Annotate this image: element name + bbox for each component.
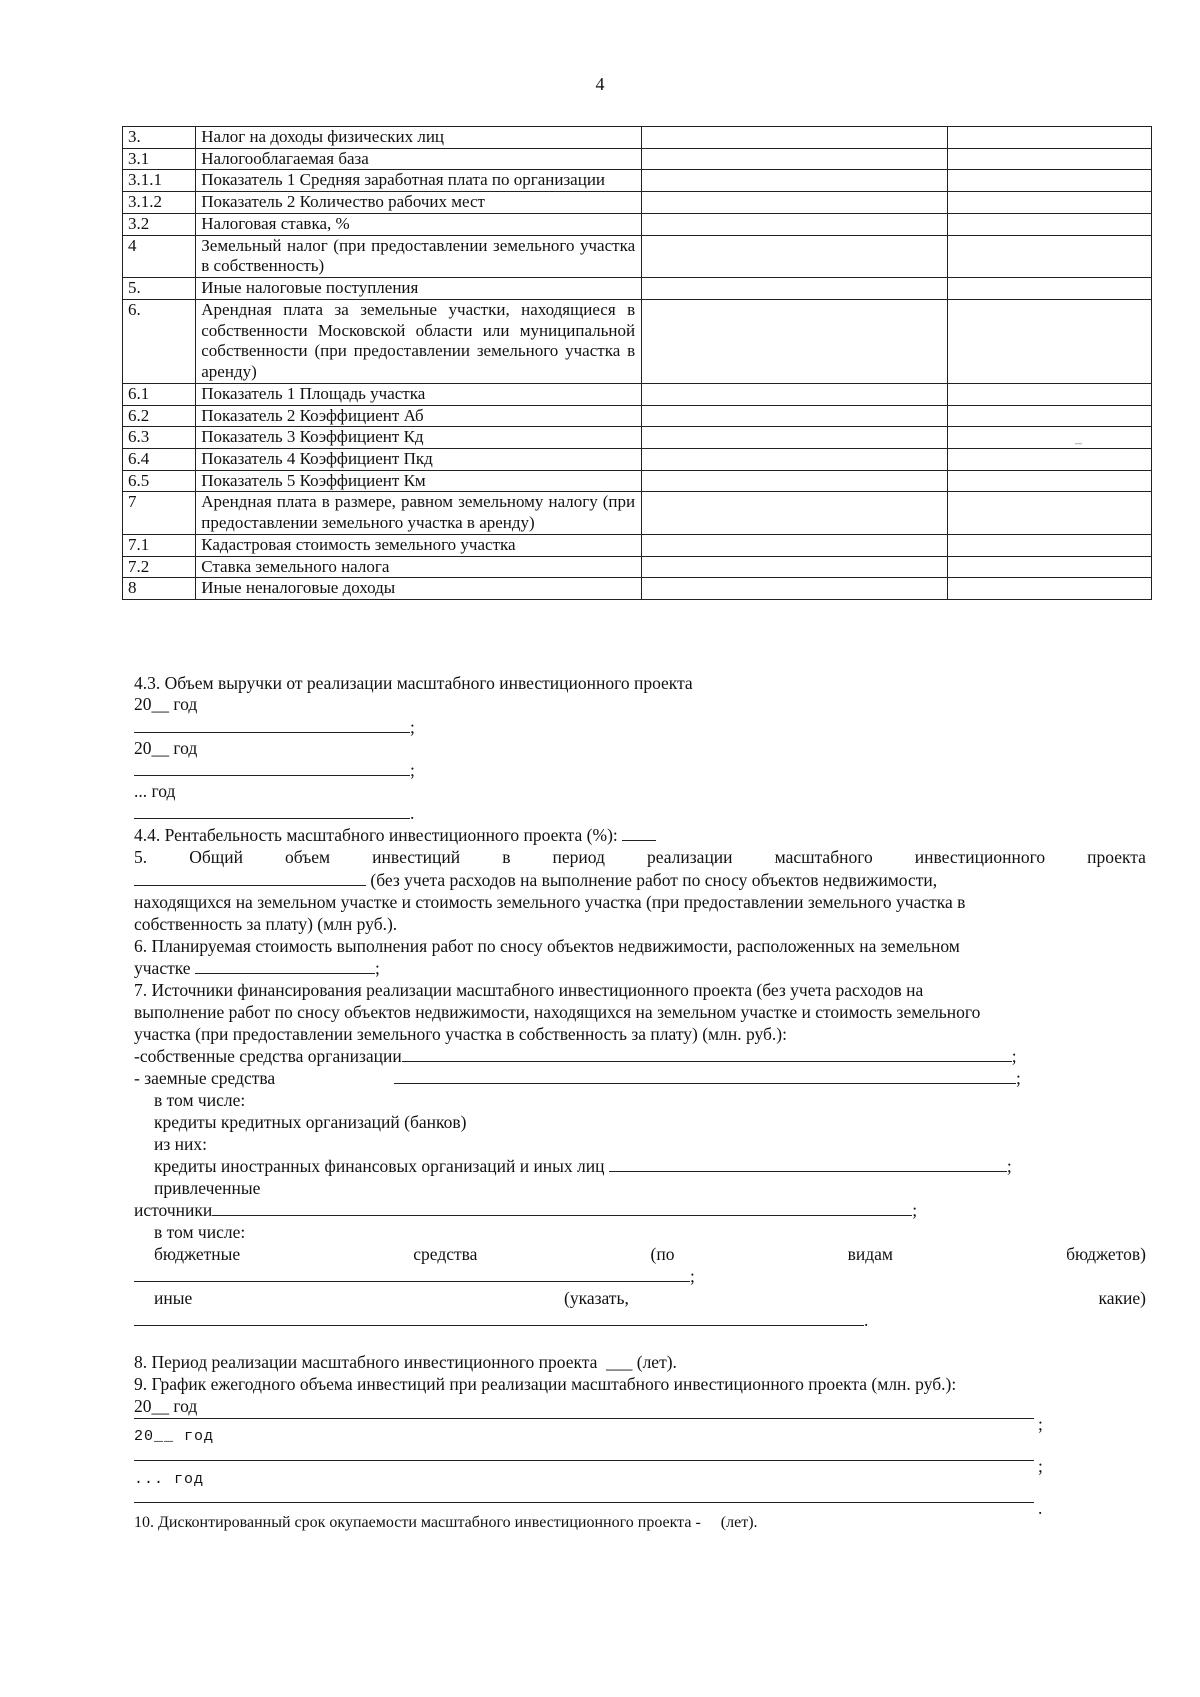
section-5-word: Общий [189, 847, 243, 867]
other-word: какие) [1098, 1288, 1146, 1308]
table-row [123, 383, 1152, 405]
section-10: 10. Дисконтированный срок окупаемости масштабного инвестиционного проекта - (лет). [134, 1514, 758, 1531]
other-word: (указать, [564, 1288, 629, 1308]
row-number: 6.3 [123, 427, 196, 449]
row-name: Показатель 2 Коэффициент Аб [196, 405, 642, 427]
value-cell-1[interactable] [642, 427, 948, 449]
section-5-word: проекта [1087, 847, 1146, 867]
budget-word: средства [413, 1244, 478, 1264]
row-name: Показатель 2 Количество рабочих мест [196, 192, 642, 214]
other-word: иные [154, 1288, 193, 1308]
section-4-3-year-3-field[interactable]: . [134, 802, 414, 825]
section-9-year-3: ... год [134, 1471, 205, 1488]
budget-word: видам [847, 1244, 893, 1264]
row-number: 3. [123, 127, 196, 149]
section-4-3-year-1-field[interactable]: ; [134, 716, 415, 739]
value-cell-2[interactable] [947, 127, 1151, 149]
section-9-year-2-semicolon: ; [1038, 1456, 1043, 1476]
table-row [123, 449, 1152, 471]
foreign-credits-row: кредиты иностранных финансовых организаций и иных лиц ; [154, 1156, 1012, 1176]
row-name: Показатель 1 Средняя заработная плата по организации [196, 170, 642, 192]
section-9-year-1-field[interactable] [134, 1418, 1034, 1419]
of-them-label: из них: [154, 1134, 207, 1154]
bank-credits-label: кредиты кредитных организаций (банков) [154, 1112, 467, 1132]
row-number: 3.1 [123, 148, 196, 170]
row-name: Ставка земельного налога [196, 556, 642, 578]
section-6-line-2: участке ; [134, 958, 380, 978]
row-name: Налогооблагаемая база [196, 148, 642, 170]
value-cell-1[interactable] [642, 470, 948, 492]
value-cell-1[interactable] [642, 534, 948, 556]
value-cell-2[interactable] [947, 578, 1151, 600]
value-cell-1[interactable] [642, 235, 948, 277]
page-number: 4 [595, 74, 605, 94]
section-5-word: реализации [647, 847, 733, 867]
section-4-3-year-2: 20__ год [134, 738, 198, 758]
table-row [123, 427, 1152, 449]
row-name: Показатель 5 Коэффициент Км [196, 470, 642, 492]
table-row [123, 556, 1152, 578]
value-cell-1[interactable] [642, 278, 948, 300]
section-5-line-4: собственность за плату) (млн руб.). [134, 914, 398, 934]
value-cell-1[interactable] [642, 556, 948, 578]
value-cell-2[interactable] [947, 170, 1151, 192]
section-4-3-year-1: 20__ год [134, 694, 198, 714]
row-name: Показатель 1 Площадь участка [196, 383, 642, 405]
section-5-word: инвестиций [372, 847, 461, 867]
row-number: 5. [123, 278, 196, 300]
borrowed-field[interactable] [394, 1067, 1016, 1084]
section-9-year-2: 20__ год [134, 1428, 215, 1445]
own-funds-field[interactable] [402, 1045, 1012, 1062]
budget-funds-row [154, 1243, 1146, 1266]
value-cell-1[interactable] [642, 192, 948, 214]
row-name: Налоговая ставка, % [196, 213, 642, 235]
row-number: 3.2 [123, 213, 196, 235]
section-9-year-1-semicolon: ; [1038, 1414, 1043, 1434]
section-9-year-2-field[interactable] [134, 1460, 1034, 1461]
section-5-word: масштабного [774, 847, 873, 867]
value-cell-2[interactable] [947, 148, 1151, 170]
value-cell-2[interactable] [947, 383, 1151, 405]
budget-word: (по [650, 1244, 675, 1264]
period-years-field[interactable]: ___ [606, 1352, 633, 1372]
table-row [123, 278, 1152, 300]
value-cell-1[interactable] [642, 383, 948, 405]
attracted-label: привлеченные [154, 1178, 261, 1198]
borrowed-row: - заемные средства [134, 1068, 276, 1088]
row-number: 6. [123, 299, 196, 383]
demolition-cost-field[interactable] [195, 957, 375, 974]
section-9: 9. График ежегодного объема инвестиций при реализации масштабного инвестиционного проекта (млн. руб.): [134, 1374, 957, 1394]
section-9-year-3-period: . [1038, 1498, 1043, 1518]
section-6-line-1: 6. Планируемая стоимость выполнения работ по сносу объектов недвижимости, расположенных на земельном [134, 936, 960, 956]
row-name: Арендная плата в размере, равном земельному налогу (при предоставлении земельного участка в аренду) [196, 492, 642, 534]
row-number: 3.1.1 [123, 170, 196, 192]
value-cell-2[interactable] [947, 449, 1151, 471]
section-5-line-2: (без учета расходов на выполнение работ по сносу объектов недвижимости, [134, 869, 1146, 892]
borrowed-field-wrap: ; [394, 1067, 1021, 1090]
value-cell-1[interactable] [642, 148, 948, 170]
section-9-year-3-field[interactable] [134, 1502, 1034, 1503]
value-cell-1[interactable] [642, 492, 948, 534]
row-name: Показатель 4 Коэффициент Пкд [196, 449, 642, 471]
row-number: 4 [123, 235, 196, 277]
row-name: Иные неналоговые доходы [196, 578, 642, 600]
table-row [123, 213, 1152, 235]
budget-funds-field[interactable] [134, 1265, 690, 1282]
table-row [123, 127, 1152, 149]
budget-funds-field-row: ; [134, 1265, 695, 1288]
row-number: 6.2 [123, 405, 196, 427]
section-8: 8. Период реализации масштабного инвестиционного проекта ___ (лет). [134, 1352, 677, 1372]
row-name: Арендная плата за земельные участки, находящиеся в собственности Московской области или муниципальной собственности (при предоставлении земельного участка в аренду) [196, 299, 642, 383]
budget-word: бюджетные [154, 1244, 241, 1264]
value-cell-2[interactable] [947, 427, 1151, 449]
row-name: Показатель 3 Коэффициент Кд [196, 427, 642, 449]
row-name: Иные налоговые поступления [196, 278, 642, 300]
section-5-word: период [552, 847, 605, 867]
including-label-1: в том числе: [154, 1090, 246, 1110]
row-name: Земельный налог (при предоставлении земельного участка в собственность) [196, 235, 642, 277]
value-cell-1[interactable] [642, 405, 948, 427]
section-7-line-1: 7. Источники финансирования реализации масштабного инвестиционного проекта (без учета расходов на [134, 980, 924, 1000]
table-row [123, 405, 1152, 427]
row-number: 6.1 [123, 383, 196, 405]
row-name: Налог на доходы физических лиц [196, 127, 642, 149]
value-cell-2[interactable] [947, 470, 1151, 492]
section-5-line-1 [134, 846, 1146, 869]
table-row [123, 235, 1152, 277]
value-cell-1[interactable] [642, 127, 948, 149]
row-number: 7.2 [123, 556, 196, 578]
table-row [123, 299, 1152, 383]
revenue-table [122, 126, 1152, 600]
table-row [123, 534, 1152, 556]
section-4-3-heading: 4.3. Объем выручки от реализации масштабного инвестиционного проекта [134, 673, 693, 693]
row-number: 8 [123, 578, 196, 600]
section-4-3-year-2-field[interactable]: ; [134, 759, 415, 782]
row-number: 3.1.2 [123, 192, 196, 214]
section-5-word: объем [285, 847, 331, 867]
row-number: 7 [123, 492, 196, 534]
value-cell-2[interactable] [947, 556, 1151, 578]
table-row [123, 148, 1152, 170]
section-5-word: инвестиционного [914, 847, 1046, 867]
sources-field[interactable] [212, 1199, 912, 1216]
row-number: 6.5 [123, 470, 196, 492]
including-label-2: в том числе: [154, 1222, 246, 1242]
value-cell-1[interactable] [642, 578, 948, 600]
table-row [123, 192, 1152, 214]
other-funds-field[interactable] [134, 1309, 864, 1326]
section-7-line-2: выполнение работ по сносу объектов недвижимости, находящихся на земельном участке и стоимость земельного [134, 1002, 981, 1022]
own-funds-row: -собственные средства организации ; [134, 1046, 1017, 1066]
value-cell-2[interactable] [947, 192, 1151, 214]
value-cell-1[interactable] [642, 299, 948, 383]
section-9-year-1: 20__ год [134, 1396, 198, 1416]
profitability-field[interactable] [622, 824, 656, 841]
value-cell-1[interactable] [642, 170, 948, 192]
section-5-line-3: находящихся на земельном участке и стоимость земельного участка (при предоставлении земельного участка в [134, 892, 966, 912]
table-row [123, 578, 1152, 600]
value-cell-2[interactable] [947, 278, 1151, 300]
budget-word: бюджетов) [1066, 1244, 1146, 1264]
section-7-line-3: участка (при предоставлении земельного участка в собственность за плату) (млн. руб.): [134, 1024, 787, 1044]
section-5-word: в [502, 847, 511, 867]
row-number: 6.4 [123, 449, 196, 471]
scan-mark: – [1075, 436, 1082, 451]
value-cell-2[interactable] [947, 534, 1151, 556]
value-cell-1[interactable] [642, 213, 948, 235]
value-cell-2[interactable] [947, 235, 1151, 277]
section-5-word: 5. [134, 847, 148, 867]
total-investment-field[interactable] [134, 869, 366, 886]
value-cell-2[interactable] [947, 405, 1151, 427]
value-cell-2[interactable] [947, 213, 1151, 235]
table-row [123, 470, 1152, 492]
value-cell-1[interactable] [642, 449, 948, 471]
table-row [123, 170, 1152, 192]
value-cell-2[interactable] [947, 492, 1151, 534]
foreign-credits-field[interactable] [609, 1155, 1007, 1172]
section-4-3-year-3: ... год [134, 781, 176, 801]
sources-row: источники ; [134, 1200, 918, 1220]
row-name: Кадастровая стоимость земельного участка [196, 534, 642, 556]
other-funds-field-row: . [134, 1309, 868, 1332]
row-number: 7.1 [123, 534, 196, 556]
value-cell-2[interactable] [947, 299, 1151, 383]
section-4-4: 4.4. Рентабельность масштабного инвестиционного проекта (%): [134, 824, 656, 847]
table-row [123, 492, 1152, 534]
